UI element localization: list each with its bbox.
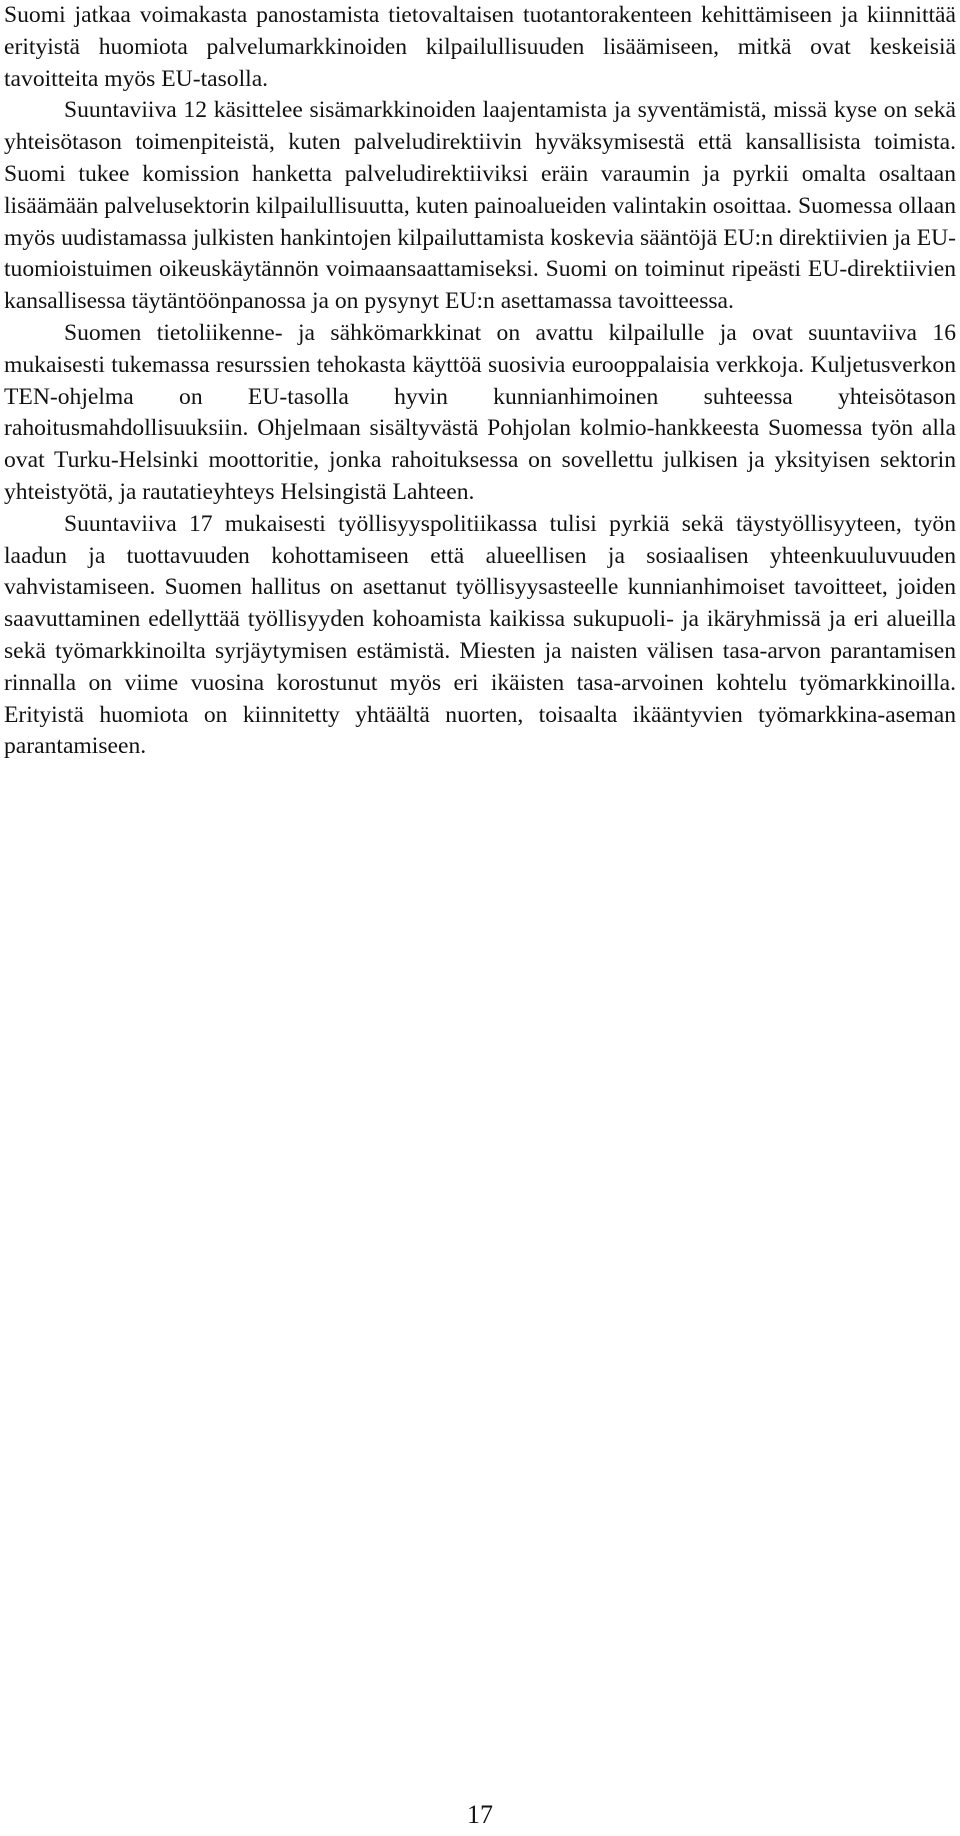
page-number: 17 [467, 1800, 493, 1829]
paragraph-3: Suomen tietoliikenne- ja sähkömarkkinat on avattu kilpailulle ja ovat suuntaviiva 16 mukaisesti tukemassa resurssien tehokasta käyttöä suosivia eurooppalaisia verkkoja. Kuljetusverkon TEN-ohjelma on EU-tasolla hyvin kunnianhimoinen suhteessa yhteisötason rahoitusmahdollisuuksiin. Ohjelmaan sisältyvästä Pohjolan kolmio-hankkeesta Suomessa työn alla ovat Turku-Helsinki moottoritie, jonka rahoituksessa on sovellettu julkisen ja yksityisen sektorin yhteistyötä, ja rautatieyhteys Helsingistä Lahteen. [4, 319, 956, 505]
paragraph-2: Suuntaviiva 12 käsittelee sisämarkkinoiden laajentamista ja syventämistä, missä kyse on sekä yhteisötason toimenpiteistä, kuten palveludirektiivin hyväksymisestä että kansallisista toimista. Suomi tukee komission hanketta palveludirektiiviksi eräin varaumin ja pyrkii omalta osaltaan lisäämään palvelusektorin kilpailullisuutta, kuten painoalueiden valintakin osoittaa. Suomessa ollaan myös uudistamassa julkisten hankintojen kilpailuttamista koskevia sääntöjä EU:n direktiivien ja EU-tuomioistuimen oikeuskäytännön voimaansaattamiseksi. Suomi on toiminut ripeästi EU-direktiivien kansallisessa täytäntöönpanossa ja on pysynyt EU:n asettamassa tavoitteessa. [4, 97, 956, 315]
paragraph-1: Suomi jatkaa voimakasta panostamista tietovaltaisen tuotantorakenteen kehittämiseen ja kiinnittää erityistä huomiota palvelumarkkinoiden kilpailullisuuden lisäämiseen, mitkä ovat keskeisiä tavoitteita myös EU-tasolla. [4, 2, 956, 92]
paragraph-4: Suuntaviiva 17 mukaisesti työllisyyspolitiikassa tulisi pyrkiä sekä täystyöllisyyteen, työn laadun ja tuottavuuden kohottamiseen että alueellisen ja sosiaalisen yhteenkuuluvuuden vahvistamiseen. Suomen hallitus on asettanut työllisyysasteelle kunnianhimoiset tavoitteet, joiden saavuttaminen edellyttää työllisyyden kohoamista kaikissa sukupuoli- ja ikäryhmissä ja eri alueilla sekä työmarkkinoilta syrjäytymisen estämistä. Miesten ja naisten välisen tasa-arvon parantamisen rinnalla on viime vuosina korostunut myös eri ikäisten tasa-arvoinen kohtelu työmarkkinoilla. Erityistä huomiota on kiinnitetty yhtäältä nuorten, toisaalta ikääntyvien työmarkkina-aseman parantamiseen. [4, 510, 956, 760]
body-text [4, 0, 956, 763]
